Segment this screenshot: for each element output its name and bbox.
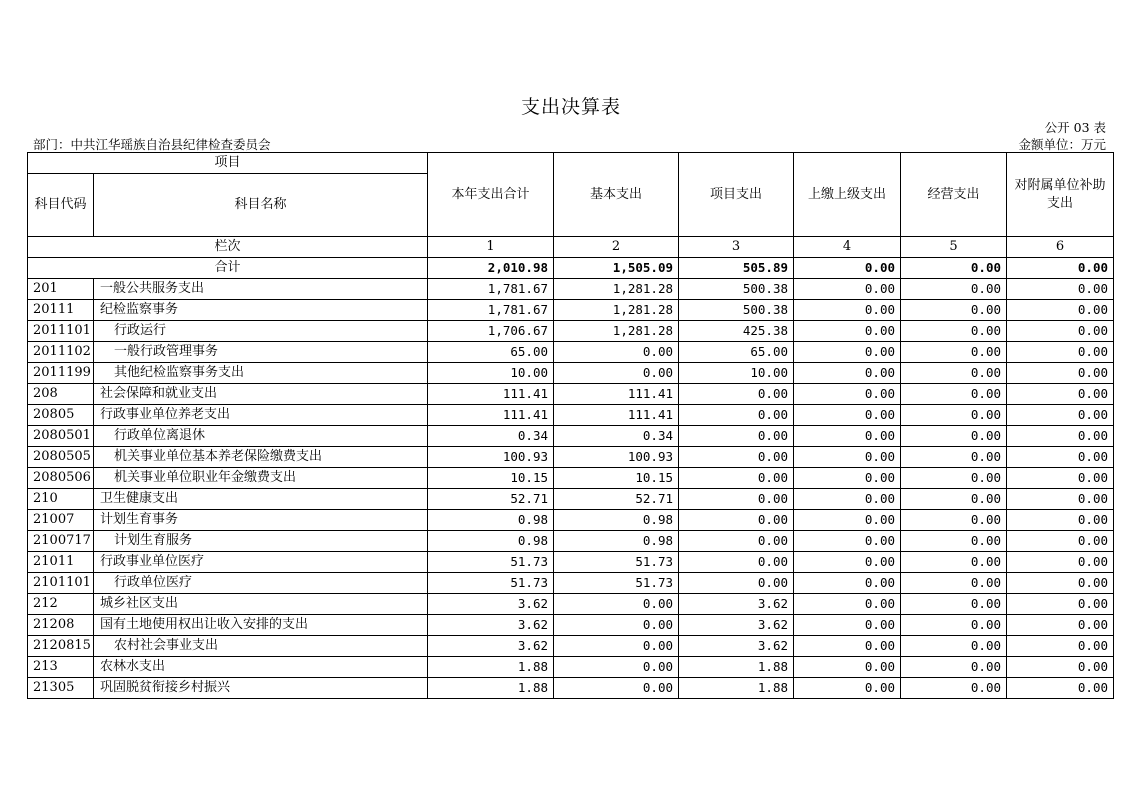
amount-cell: 0.00 [679, 468, 794, 489]
amount-cell: 0.00 [1007, 531, 1114, 552]
amount-cell: 0.00 [1007, 510, 1114, 531]
amount-cell: 111.41 [554, 384, 679, 405]
amount-cell: 0.00 [901, 405, 1007, 426]
subject-name: 一般公共服务支出 [94, 279, 428, 300]
subject-code: 212 [28, 594, 94, 615]
subject-name: 行政单位离退休 [94, 426, 428, 447]
table-row [28, 468, 1114, 489]
amount-cell: 10.15 [554, 468, 679, 489]
amount-cell: 0.00 [1007, 489, 1114, 510]
amount-cell: 0.00 [679, 531, 794, 552]
table-row [28, 636, 1114, 657]
amount-cell: 0.00 [794, 531, 901, 552]
amount-cell: 0.00 [794, 510, 901, 531]
amount-cell: 1,281.28 [554, 279, 679, 300]
amount-cell: 1,706.67 [428, 321, 554, 342]
subject-code: 2011102 [28, 342, 94, 363]
amount-cell: 0.00 [1007, 615, 1114, 636]
amount-cell: 51.73 [554, 573, 679, 594]
amount-cell: 0.00 [794, 636, 901, 657]
subject-name: 行政事业单位养老支出 [94, 405, 428, 426]
amount-cell: 425.38 [679, 321, 794, 342]
amount-cell: 0.00 [901, 426, 1007, 447]
amount-cell: 0.00 [554, 657, 679, 678]
table-row [28, 552, 1114, 573]
amount-cell: 3.62 [679, 615, 794, 636]
subject-code: 2100717 [28, 531, 94, 552]
table-row [28, 300, 1114, 321]
amount-cell: 0.00 [901, 489, 1007, 510]
amount-cell: 3.62 [679, 636, 794, 657]
subject-name: 农村社会事业支出 [94, 636, 428, 657]
subject-code: 2080506 [28, 468, 94, 489]
column-number: 1 [428, 237, 554, 258]
amount-cell: 10.00 [679, 363, 794, 384]
amount-cell: 1.88 [428, 657, 554, 678]
column-number: 3 [679, 237, 794, 258]
amount-cell: 0.00 [679, 447, 794, 468]
amount-cell: 100.93 [428, 447, 554, 468]
subject-code: 21011 [28, 552, 94, 573]
amount-cell: 0.00 [794, 657, 901, 678]
amount-cell: 1.88 [679, 657, 794, 678]
subject-code: 2120815 [28, 636, 94, 657]
header-project-expenditure: 项目支出 [679, 153, 794, 237]
header-code: 科目代码 [28, 174, 94, 237]
subject-name: 机关事业单位职业年金缴费支出 [94, 468, 428, 489]
column-number-label: 栏次 [28, 237, 428, 258]
amount-cell: 0.00 [1007, 447, 1114, 468]
amount-cell: 0.00 [901, 384, 1007, 405]
amount-cell: 0.00 [1007, 573, 1114, 594]
column-number: 4 [794, 237, 901, 258]
amount-cell: 0.00 [1007, 636, 1114, 657]
amount-cell: 0.00 [1007, 342, 1114, 363]
table-row [28, 657, 1114, 678]
amount-cell: 0.00 [794, 468, 901, 489]
subject-name: 卫生健康支出 [94, 489, 428, 510]
subject-name: 纪检监察事务 [94, 300, 428, 321]
table-row [28, 531, 1114, 552]
subject-name: 行政运行 [94, 321, 428, 342]
amount-cell: 1,781.67 [428, 300, 554, 321]
amount-cell: 0.98 [554, 531, 679, 552]
subject-code: 21208 [28, 615, 94, 636]
table-row [28, 510, 1114, 531]
table-row [28, 321, 1114, 342]
department-label: 部门：中共江华瑶族自治县纪律检查委员会 [33, 137, 271, 152]
amount-cell: 0.00 [1007, 321, 1114, 342]
amount-cell: 0.00 [679, 573, 794, 594]
subject-code: 21007 [28, 510, 94, 531]
table-row [28, 573, 1114, 594]
amount-cell: 0.00 [901, 531, 1007, 552]
header-basic: 基本支出 [554, 153, 679, 237]
amount-cell: 0.00 [554, 342, 679, 363]
amount-cell: 111.41 [554, 405, 679, 426]
subject-name: 其他纪检监察事务支出 [94, 363, 428, 384]
amount-cell: 52.71 [554, 489, 679, 510]
total-row [28, 258, 1114, 279]
amount-cell: 3.62 [679, 594, 794, 615]
total-value: 0.00 [794, 258, 901, 279]
amount-cell: 0.00 [901, 321, 1007, 342]
amount-cell: 0.00 [794, 342, 901, 363]
subject-name: 巩固脱贫衔接乡村振兴 [94, 678, 428, 699]
subject-code: 210 [28, 489, 94, 510]
amount-cell: 52.71 [428, 489, 554, 510]
subject-code: 2080505 [28, 447, 94, 468]
amount-cell: 0.00 [901, 468, 1007, 489]
amount-cell: 0.00 [794, 594, 901, 615]
amount-cell: 0.00 [679, 489, 794, 510]
subject-code: 208 [28, 384, 94, 405]
amount-cell: 1,281.28 [554, 300, 679, 321]
subject-name: 计划生育服务 [94, 531, 428, 552]
subject-name: 国有土地使用权出让收入安排的支出 [94, 615, 428, 636]
subject-code: 2011101 [28, 321, 94, 342]
amount-cell: 0.00 [901, 552, 1007, 573]
subject-code: 21305 [28, 678, 94, 699]
amount-cell: 0.00 [794, 447, 901, 468]
table-row [28, 489, 1114, 510]
amount-cell: 0.00 [1007, 657, 1114, 678]
amount-cell: 0.00 [794, 573, 901, 594]
amount-cell: 0.00 [554, 615, 679, 636]
subject-code: 2101101 [28, 573, 94, 594]
amount-cell: 65.00 [428, 342, 554, 363]
amount-cell: 0.00 [679, 510, 794, 531]
amount-cell: 0.00 [1007, 552, 1114, 573]
subject-code: 2011199 [28, 363, 94, 384]
table-row [28, 594, 1114, 615]
column-number: 6 [1007, 237, 1114, 258]
subject-name: 机关事业单位基本养老保险缴费支出 [94, 447, 428, 468]
subject-name: 一般行政管理事务 [94, 342, 428, 363]
amount-cell: 0.00 [1007, 468, 1114, 489]
amount-cell: 0.00 [901, 594, 1007, 615]
amount-cell: 0.98 [428, 510, 554, 531]
form-number: 公开 03 表 [1044, 120, 1106, 135]
total-value: 2,010.98 [428, 258, 554, 279]
amount-cell: 100.93 [554, 447, 679, 468]
amount-cell: 1,281.28 [554, 321, 679, 342]
header-business: 经营支出 [901, 153, 1007, 237]
amount-cell: 0.00 [554, 636, 679, 657]
total-value: 0.00 [901, 258, 1007, 279]
amount-cell: 0.00 [794, 384, 901, 405]
amount-cell: 0.00 [794, 279, 901, 300]
column-number: 5 [901, 237, 1007, 258]
amount-cell: 0.98 [428, 531, 554, 552]
amount-cell: 0.00 [901, 447, 1007, 468]
amount-cell: 0.34 [428, 426, 554, 447]
amount-cell: 0.00 [679, 552, 794, 573]
amount-cell: 1.88 [679, 678, 794, 699]
amount-cell: 0.00 [1007, 363, 1114, 384]
subject-name: 社会保障和就业支出 [94, 384, 428, 405]
amount-cell: 0.00 [679, 426, 794, 447]
subject-name: 农林水支出 [94, 657, 428, 678]
amount-cell: 0.00 [901, 678, 1007, 699]
amount-cell: 0.00 [794, 489, 901, 510]
amount-cell: 0.00 [901, 363, 1007, 384]
amount-cell: 0.00 [1007, 426, 1114, 447]
table-row [28, 405, 1114, 426]
header-project: 项目 [28, 153, 428, 174]
amount-cell: 0.00 [794, 615, 901, 636]
amount-cell: 0.00 [901, 279, 1007, 300]
amount-cell: 0.00 [679, 384, 794, 405]
amount-cell: 0.00 [554, 678, 679, 699]
subject-name: 计划生育事务 [94, 510, 428, 531]
total-label: 合计 [28, 258, 428, 279]
amount-cell: 0.00 [901, 657, 1007, 678]
amount-cell: 0.00 [901, 510, 1007, 531]
amount-cell: 0.00 [794, 405, 901, 426]
subject-code: 20111 [28, 300, 94, 321]
amount-cell: 1.88 [428, 678, 554, 699]
table-row [28, 279, 1114, 300]
amount-cell: 0.00 [901, 573, 1007, 594]
header-subsidy: 对附属单位补助支出 [1007, 153, 1114, 237]
amount-cell: 111.41 [428, 405, 554, 426]
total-value: 505.89 [679, 258, 794, 279]
amount-cell: 0.00 [1007, 678, 1114, 699]
total-value: 0.00 [1007, 258, 1114, 279]
amount-cell: 10.00 [428, 363, 554, 384]
amount-cell: 3.62 [428, 594, 554, 615]
amount-cell: 0.00 [554, 363, 679, 384]
column-number: 2 [554, 237, 679, 258]
subject-name: 行政单位医疗 [94, 573, 428, 594]
total-value: 1,505.09 [554, 258, 679, 279]
table-row [28, 678, 1114, 699]
amount-cell: 0.00 [794, 321, 901, 342]
amount-cell: 500.38 [679, 279, 794, 300]
amount-cell: 10.15 [428, 468, 554, 489]
expenditure-table [27, 152, 1114, 699]
amount-cell: 0.34 [554, 426, 679, 447]
header-total: 本年支出合计 [428, 153, 554, 237]
table-row [28, 447, 1114, 468]
subject-code: 213 [28, 657, 94, 678]
subject-code: 201 [28, 279, 94, 300]
amount-cell: 0.00 [1007, 384, 1114, 405]
subject-code: 20805 [28, 405, 94, 426]
amount-cell: 0.00 [1007, 405, 1114, 426]
amount-cell: 3.62 [428, 615, 554, 636]
amount-cell: 0.00 [679, 405, 794, 426]
page-title: 支出决算表 [520, 96, 621, 118]
amount-cell: 0.00 [901, 636, 1007, 657]
amount-cell: 0.00 [1007, 594, 1114, 615]
amount-cell: 51.73 [428, 552, 554, 573]
table-row [28, 363, 1114, 384]
amount-cell: 0.00 [554, 594, 679, 615]
header-remit: 上缴上级支出 [794, 153, 901, 237]
subject-code: 2080501 [28, 426, 94, 447]
amount-cell: 51.73 [428, 573, 554, 594]
table-row [28, 615, 1114, 636]
table-row [28, 384, 1114, 405]
amount-unit-label: 金额单位：万元 [1018, 137, 1106, 152]
amount-cell: 65.00 [679, 342, 794, 363]
amount-cell: 0.00 [794, 426, 901, 447]
amount-cell: 0.00 [1007, 300, 1114, 321]
amount-cell: 1,781.67 [428, 279, 554, 300]
subject-name: 行政事业单位医疗 [94, 552, 428, 573]
amount-cell: 0.00 [1007, 279, 1114, 300]
table-row [28, 426, 1114, 447]
amount-cell: 111.41 [428, 384, 554, 405]
amount-cell: 0.98 [554, 510, 679, 531]
amount-cell: 0.00 [794, 300, 901, 321]
subject-name: 城乡社区支出 [94, 594, 428, 615]
amount-cell: 3.62 [428, 636, 554, 657]
header-name: 科目名称 [94, 174, 428, 237]
amount-cell: 0.00 [794, 678, 901, 699]
amount-cell: 0.00 [901, 342, 1007, 363]
table-row [28, 342, 1114, 363]
amount-cell: 0.00 [794, 552, 901, 573]
amount-cell: 0.00 [901, 300, 1007, 321]
amount-cell: 0.00 [901, 615, 1007, 636]
amount-cell: 51.73 [554, 552, 679, 573]
amount-cell: 0.00 [794, 363, 901, 384]
amount-cell: 500.38 [679, 300, 794, 321]
